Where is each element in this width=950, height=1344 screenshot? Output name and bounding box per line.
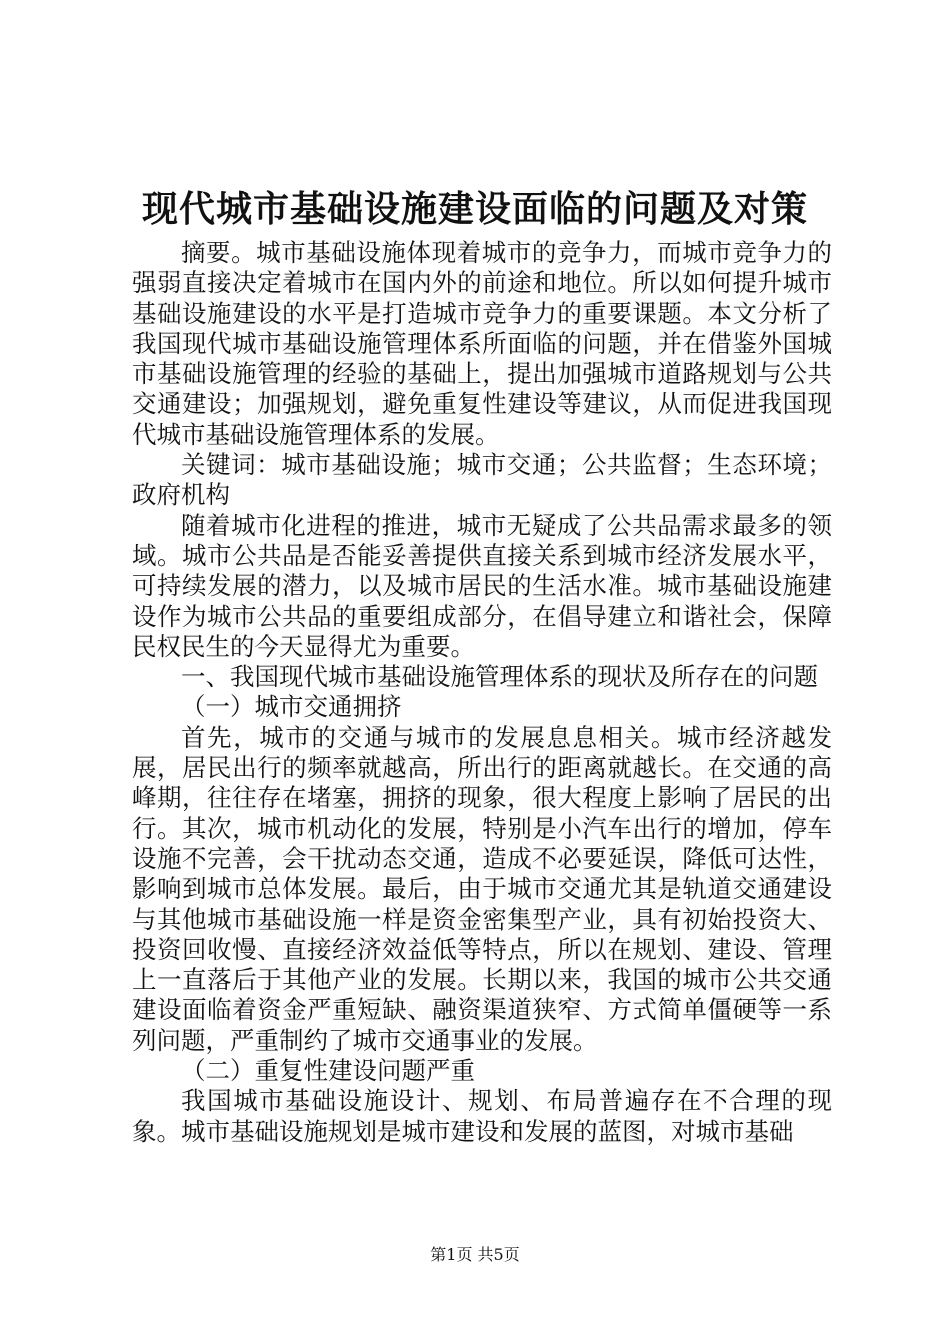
subsection-heading-2: （二）重复性建设问题严重 bbox=[181, 1056, 475, 1086]
section-heading-1: 一、我国现代城市基础设施管理体系的现状及所存在的问题 bbox=[181, 662, 818, 692]
intro-paragraph: 随着城市化进程的推进，城市无疑成了公共品需求最多的领域。城市公共品是否能妥善提供直接关系到城市经济发展水平，可持续发展的潜力，以及城市居民的生活水准。城市基础设施建设作为城市公共品的重要组成部分，在倡导建立和谐社会，保障民权民生的今天显得尤为重要。 bbox=[132, 510, 832, 661]
document-body bbox=[132, 238, 832, 1147]
duplication-paragraph: 我国城市基础设施设计、规划、布局普遍存在不合理的现象。城市基础设施规划是城市建设和发展的蓝图，对城市基础 bbox=[132, 1086, 832, 1146]
traffic-paragraph: 首先，城市的交通与城市的发展息息相关。城市经济越发展，居民出行的频率就越高，所出行的距离就越长。在交通的高峰期，往往存在堵塞，拥挤的现象，很大程度上影响了居民的出行。其次，城市机动化的发展，特别是小汽车出行的增加，停车设施不完善，会干扰动态交通，造成不必要延误，降低可达性，影响到城市总体发展。最后，由于城市交通尤其是轨道交通建设与其他城市基础设施一样是资金密集型产业，具有初始投资大、投资回收慢、直接经济效益低等特点，所以在规划、建设、管理上一直落后于其他产业的发展。长期以来，我国的城市公共交通建设面临着资金严重短缺、融资渠道狭窄、方式简单僵硬等一系列问题，严重制约了城市交通事业的发展。 bbox=[132, 722, 832, 1055]
abstract-paragraph: 摘要。城市基础设施体现着城市的竞争力，而城市竞争力的强弱直接决定着城市在国内外的前途和地位。所以如何提升城市基础设施建设的水平是打造城市竞争力的重要课题。本文分析了我国现代城市基础设施管理体系所面临的问题，并在借鉴外国城市基础设施管理的经验的基础上，提出加强城市道路规划与公共交通建设；加强规划，避免重复性建设等建议，从而促进我国现代城市基础设施管理体系的发展。 bbox=[132, 238, 832, 449]
subsection-heading-1: （一）城市交通拥挤 bbox=[181, 692, 402, 722]
document-title: 现代城市基础设施建设面临的问题及对策 bbox=[141, 188, 808, 230]
keywords-paragraph: 关键词：城市基础设施；城市交通；公共监督；生态环境；政府机构 bbox=[132, 450, 832, 510]
page-indicator: 第1页 共5页 bbox=[430, 1245, 520, 1264]
